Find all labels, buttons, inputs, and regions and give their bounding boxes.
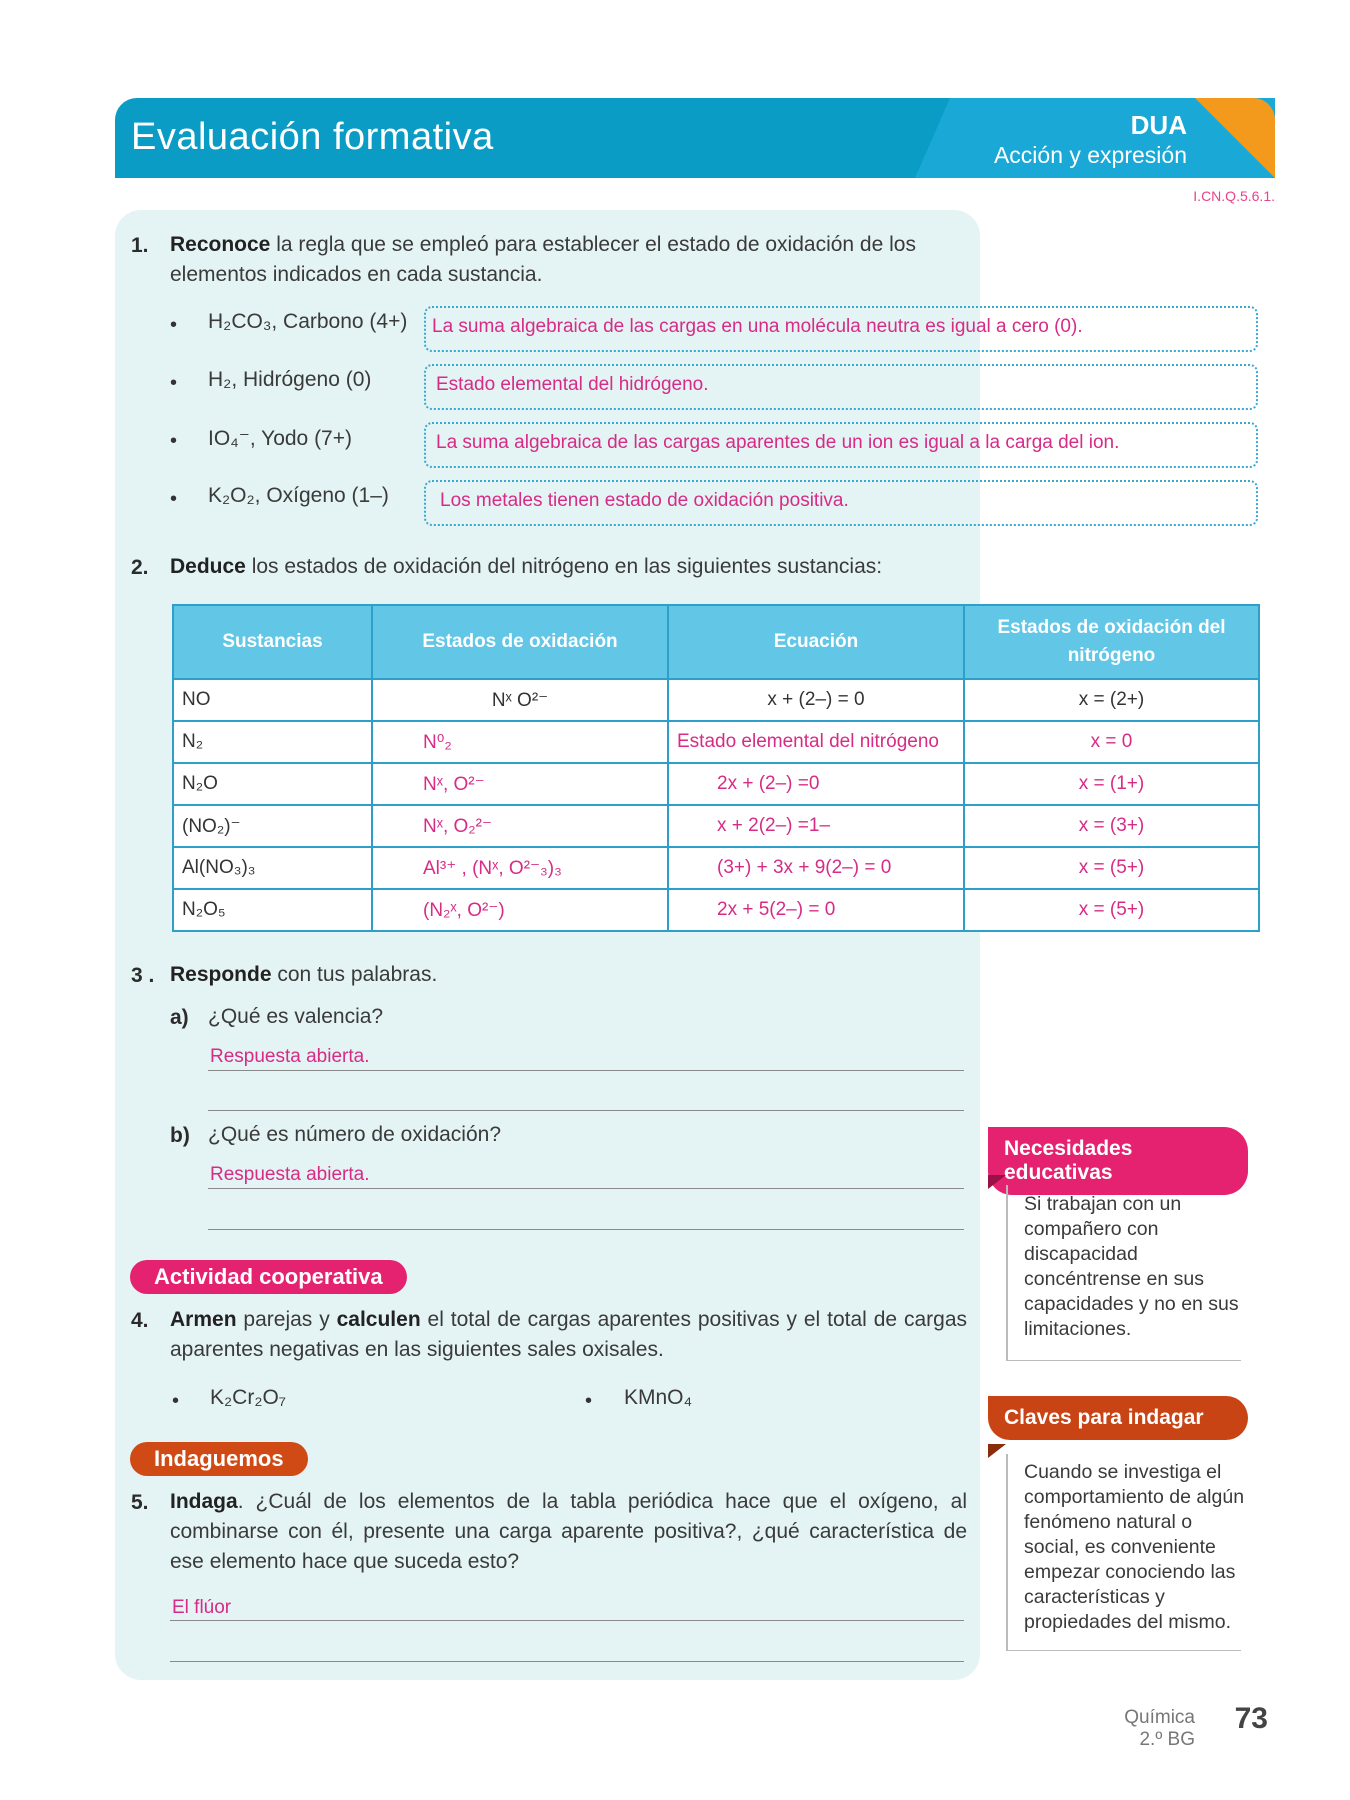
table-row	[173, 763, 1259, 805]
cell-state[interactable]: Al³⁺ , (Nˣ, O²⁻₃)₃	[372, 847, 668, 889]
cell-equation: x + (2–) = 0	[668, 679, 964, 721]
bullet: •	[170, 372, 178, 394]
table-row	[173, 679, 1259, 721]
footer-subject-name: Química	[1124, 1707, 1195, 1728]
footer-subject	[1124, 1707, 1195, 1751]
column-header: Estados de oxidación	[372, 605, 668, 679]
cell-nitrogen[interactable]: x = (1+)	[964, 763, 1259, 805]
q1-statement	[170, 230, 970, 290]
q3b-label: b)	[170, 1124, 190, 1147]
cell-substance: N₂	[173, 721, 372, 763]
q1-verb: Reconoce	[170, 233, 271, 256]
footer-grade: 2.º BG	[1139, 1729, 1195, 1750]
cell-state: Nˣ O²⁻	[372, 679, 668, 721]
cell-nitrogen: x = (2+)	[964, 679, 1259, 721]
q3b-question: ¿Qué es número de oxidación?	[208, 1123, 502, 1146]
q1-text: la regla que se empleó para establecer el estado de oxidación de los elementos indicados en cada sustancia.	[170, 233, 916, 286]
cell-state[interactable]: (N₂ˣ, O²⁻)	[372, 889, 668, 931]
table-row	[173, 889, 1259, 931]
q5-answer[interactable]: El flúor	[172, 1597, 232, 1618]
claves-text: Cuando se investiga el comportamiento de algún fenómeno natural o social, es conveniente empezar conociendo las características y propiedades del mismo.	[1024, 1461, 1245, 1633]
q3b-answer[interactable]: Respuesta abierta.	[210, 1164, 370, 1185]
fold-accent	[988, 1444, 1006, 1458]
column-header: Sustancias	[173, 605, 372, 679]
oxidation-table	[172, 604, 1260, 932]
bullet: •	[170, 430, 178, 452]
cell-equation[interactable]: 2x + 5(2–) = 0	[668, 889, 964, 931]
answer-line[interactable]	[170, 1661, 964, 1662]
q4-statement	[170, 1305, 967, 1365]
q1-answer: La suma algebraica de las cargas en una molécula neutra es igual a cero (0).	[432, 316, 1083, 337]
cell-substance: N₂O	[173, 763, 372, 805]
dua-subtitle: Acción y expresión	[993, 142, 1187, 168]
q5-text: . ¿Cuál de los elementos de la tabla periódica hace que el oxígeno, al combinarse con él, presente una carga aparente positiva?, ¿qué característica de ese elemento hace que suceda esto?	[170, 1490, 967, 1573]
q1-item-label: K₂O₂, Oxígeno (1–)	[208, 484, 389, 507]
q1-item-label: H₂, Hidrógeno (0)	[208, 368, 372, 391]
q1-item-label: IO₄⁻, Yodo (7+)	[208, 427, 352, 450]
necesidades-text: Si trabajan con un compañero con discapacidad concéntrense en sus capacidades y no en sus limitaciones.	[1024, 1193, 1239, 1340]
q4-text2: el total de cargas aparentes positivas y el total de cargas aparentes negativas en las siguientes sales oxisales.	[170, 1308, 967, 1361]
q3-statement	[170, 960, 437, 990]
cell-nitrogen[interactable]: x = 0	[964, 721, 1259, 763]
indaguemos-badge: Indaguemos	[130, 1442, 308, 1476]
q1-answer: La suma algebraica de las cargas aparentes de un ion es igual a la carga del ion.	[436, 432, 1120, 453]
table-row	[173, 847, 1259, 889]
fold-accent	[988, 1175, 1006, 1189]
q5-number: 5.	[131, 1491, 149, 1514]
q3-text: con tus palabras.	[271, 963, 438, 986]
page-number: 73	[1234, 1702, 1268, 1735]
cooperative-activity-badge: Actividad cooperativa	[130, 1260, 407, 1294]
q2-number: 2.	[131, 556, 149, 579]
side-rule	[1006, 1650, 1241, 1651]
cell-state[interactable]: Nˣ, O₂²⁻	[372, 805, 668, 847]
q3a-label: a)	[170, 1006, 189, 1029]
q2-verb: Deduce	[170, 555, 246, 578]
q1-answer: Los metales tienen estado de oxidación positiva.	[440, 490, 849, 511]
q5-statement	[170, 1487, 967, 1577]
cell-state[interactable]: Nˣ, O²⁻	[372, 763, 668, 805]
q4-number: 4.	[131, 1309, 149, 1332]
cell-substance: (NO₂)⁻	[173, 805, 372, 847]
side-rule-vertical	[1006, 1185, 1008, 1360]
table-row	[173, 721, 1259, 763]
column-header: Estados de oxidación del nitrógeno	[964, 605, 1259, 679]
q3a-answer[interactable]: Respuesta abierta.	[210, 1046, 370, 1067]
section-header	[115, 98, 1275, 178]
q1-answer: Estado elemental del hidrógeno.	[436, 374, 709, 395]
cell-equation[interactable]: 2x + (2–) =0	[668, 763, 964, 805]
dua-title: DUA	[1130, 110, 1187, 140]
q2-text: los estados de oxidación del nitrógeno en las siguientes sustancias:	[245, 555, 883, 578]
q3a-question: ¿Qué es valencia?	[208, 1005, 384, 1028]
q1-number: 1.	[131, 234, 149, 257]
q4-salt-1: K₂Cr₂O₇	[210, 1386, 287, 1409]
bullet: •	[172, 1390, 180, 1412]
bullet: •	[585, 1390, 593, 1412]
q4-verb1: Armen	[170, 1308, 237, 1331]
q4-text1: parejas y	[236, 1308, 337, 1331]
section-title: Evaluación formativa	[131, 116, 494, 158]
answer-line[interactable]	[170, 1620, 964, 1621]
q1-item-label: H₂CO₃, Carbono (4+)	[208, 310, 408, 333]
q3-verb: Responde	[170, 963, 272, 986]
q4-verb2: calculen	[336, 1308, 421, 1331]
answer-line[interactable]	[208, 1229, 964, 1230]
bullet: •	[170, 314, 178, 336]
claves-header: Claves para indagar	[988, 1396, 1248, 1440]
side-rule-vertical	[1006, 1454, 1008, 1650]
cell-equation[interactable]: (3+) + 3x + 9(2–) = 0	[668, 847, 964, 889]
table-row	[173, 805, 1259, 847]
q3-number: 3 .	[131, 964, 155, 987]
answer-line[interactable]	[208, 1070, 964, 1071]
cell-substance: Al(NO₃)₃	[173, 847, 372, 889]
q4-salt-2: KMnO₄	[624, 1386, 693, 1409]
cell-nitrogen[interactable]: x = (3+)	[964, 805, 1259, 847]
bullet: •	[170, 488, 178, 510]
cell-nitrogen[interactable]: x = (5+)	[964, 847, 1259, 889]
answer-line[interactable]	[208, 1188, 964, 1189]
cell-state[interactable]: N⁰₂	[372, 721, 668, 763]
cell-nitrogen[interactable]: x = (5+)	[964, 889, 1259, 931]
column-header: Ecuación	[668, 605, 964, 679]
cell-substance: N₂O₅	[173, 889, 372, 931]
table-header-row	[173, 605, 1259, 679]
indicator-code: I.CN.Q.5.6.1.	[1193, 188, 1275, 204]
side-rule	[1006, 1360, 1241, 1361]
answer-line[interactable]	[208, 1110, 964, 1111]
q2-statement	[170, 552, 970, 582]
cell-substance: NO	[173, 679, 372, 721]
necesidades-header: Necesidades educativas	[988, 1127, 1248, 1195]
q5-verb: Indaga	[170, 1490, 238, 1513]
cell-equation[interactable]: Estado elemental del nitrógeno	[668, 721, 964, 763]
cell-equation[interactable]: x + 2(2–) =1–	[668, 805, 964, 847]
